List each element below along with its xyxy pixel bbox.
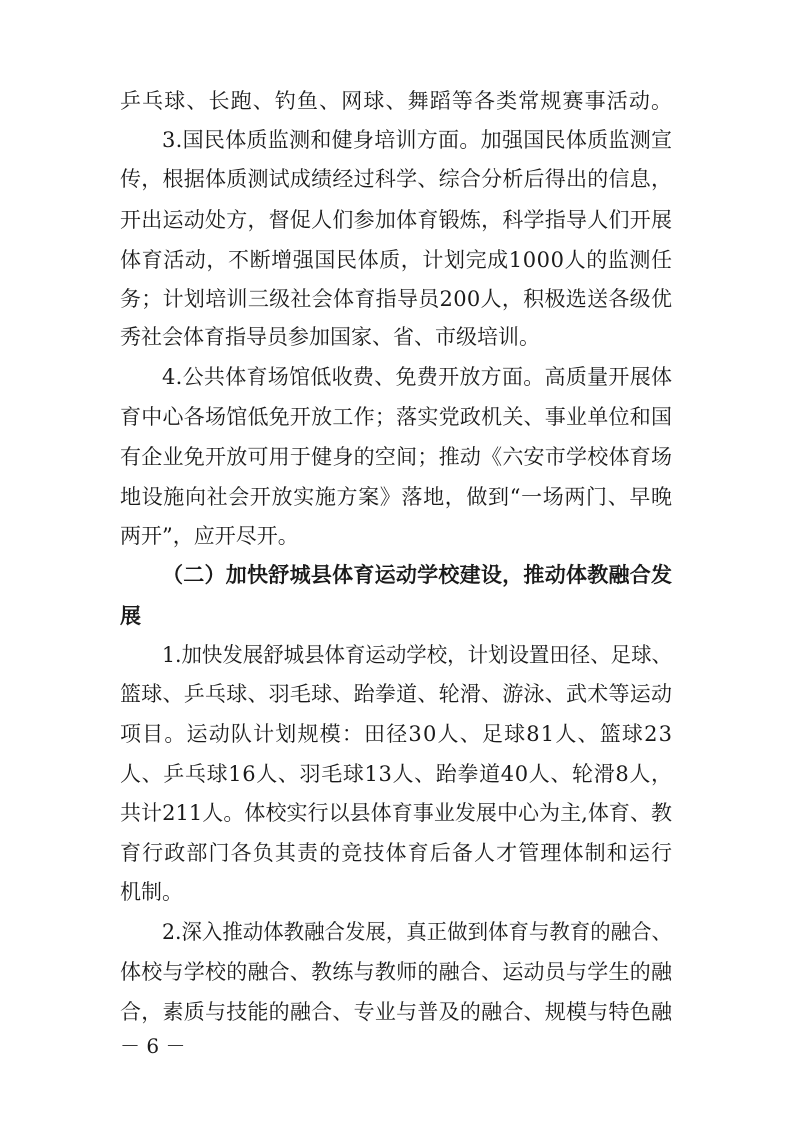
line-text: 2.深入推动体教融合发展，真正做到体育与教育的融合、 [162, 920, 672, 944]
paragraph-line [0, 636, 793, 674]
section-heading-line [0, 597, 793, 635]
line-text: 两开”，应开尽开。 [120, 524, 299, 548]
line-text: 传，根据体质测试成绩经过科学、综合分析后得出的信息， [120, 167, 673, 191]
line-text: 育行政部门各负其责的竞技体育后备人才管理体制和运行 [120, 841, 674, 865]
line-text: 务；计划培训三级社会体育指导员200人，积极选送各级优 [120, 287, 673, 311]
line-text: 共计211人。体校实行以县体育事业发展中心为主,体育、教 [120, 801, 673, 825]
paragraph-line [0, 755, 793, 793]
line-text: 开出运动处方，督促人们参加体育锻炼，科学指导人们开展 [120, 208, 673, 232]
line-text: 秀社会体育指导员参加国家、省、市级培训。 [120, 325, 540, 349]
line-text: 展 [120, 603, 141, 628]
section-heading-line [0, 556, 793, 594]
line-text: 体校与学校的融合、教练与教师的融合、运动员与学生的融 [120, 960, 673, 984]
line-text: （二）加快舒城县体育运动学校建设，推动体教融合发 [162, 562, 673, 587]
paragraph-line [0, 953, 793, 991]
paragraph-line [0, 913, 793, 951]
paragraph-line [0, 201, 793, 239]
paragraph-line [0, 715, 793, 753]
line-text: 地设施向社会开放实施方案》落地，做到“一场两门、早晚 [120, 485, 673, 509]
line-text: 乒乓球、长跑、钓鱼、网球、舞蹈等各类常规赛事活动。 [120, 89, 674, 113]
paragraph-line [0, 675, 793, 713]
paragraph-line [0, 398, 793, 436]
line-text: 有企业免开放可用于健身的空间；推动《六安市学校体育场 [120, 445, 673, 469]
paragraph-line [0, 241, 793, 279]
paragraph-line [0, 834, 793, 872]
line-text: 机制。 [120, 880, 183, 904]
page-number-text: － 6 － [120, 1034, 186, 1058]
paragraph-line [0, 478, 793, 516]
paragraph-line [0, 318, 793, 356]
paragraph-line [0, 438, 793, 476]
paragraph-line [0, 280, 793, 318]
line-text: 合，素质与技能的融合、专业与普及的融合、规模与特色融 [120, 1000, 673, 1024]
line-text: 4.公共体育场馆低收费、免费开放方面。高质量开展体 [162, 365, 673, 389]
line-text: 篮球、乒乓球、羽毛球、跆拳道、轮滑、游泳、武术等运动 [120, 682, 673, 706]
paragraph-line [0, 993, 793, 1031]
line-text: 1.加快发展舒城县体育运动学校，计划设置田径、足球、 [162, 643, 672, 667]
paragraph-line [0, 358, 793, 396]
page-number [0, 1031, 793, 1061]
paragraph-line [0, 794, 793, 832]
line-text: 育中心各场馆低免开放工作；落实党政机关、事业单位和国 [120, 405, 673, 429]
paragraph-line [0, 121, 793, 159]
paragraph-line [0, 873, 793, 911]
paragraph-line [0, 82, 793, 120]
line-text: 项目。运动队计划规模：田径30人、足球81人、篮球23 [120, 722, 674, 746]
paragraph-line [0, 517, 793, 555]
paragraph-line [0, 160, 793, 198]
line-text: 体育活动，不断增强国民体质，计划完成1000人的监测任 [120, 248, 673, 272]
line-text: 人、乒乓球16人、羽毛球13人、跆拳道40人、轮滑8人， [120, 762, 673, 786]
line-text: 3.国民体质监测和健身培训方面。加强国民体质监测宣 [162, 128, 673, 152]
